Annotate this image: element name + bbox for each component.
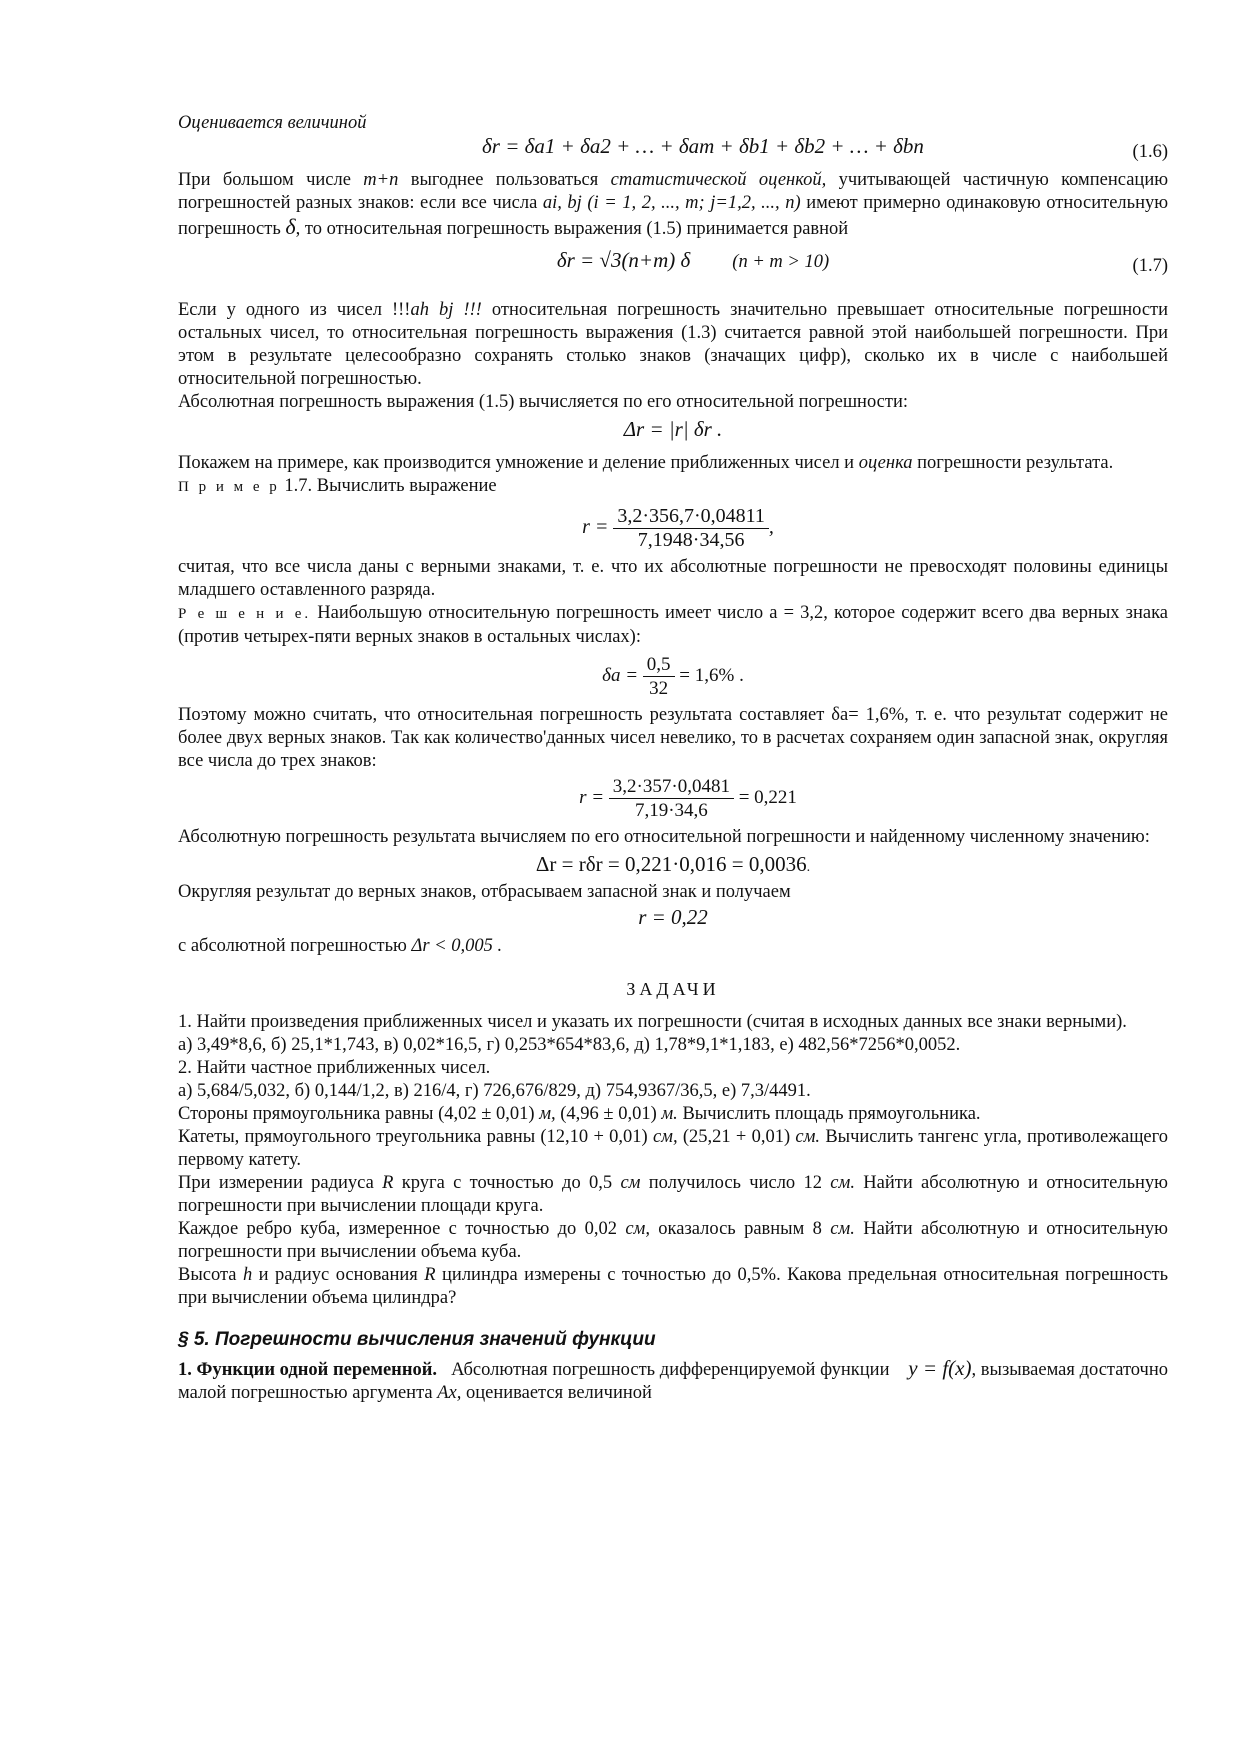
section-heading: § 5. Погрешности вычисления значений функции — [178, 1329, 656, 1350]
task-cube: Каждое ребро куба, измеренное с точностью до 0,02 см, оказалось равным 8 см. Найти абсолютную и относительную погрешности при вычислении объема куба. — [178, 1219, 1168, 1262]
paragraph-single-variable: 1. Функции одной переменной. Абсолютная погрешность дифференцируемой функции y = f(x), вызываемая достаточно малой погрешностью аргумента Ax, оценивается величиной — [178, 1356, 1169, 1403]
paragraph-assumption: считая, что все числа даны с верными знаками, т. е. что их абсолютные погрешности не превосходят половины единицы младшего оставленного разряда. — [178, 557, 1168, 600]
task-triangle: Катеты, прямоугольного треугольника равны (12,10 + 0,01) см, (25,21 + 0,01) см. Вычислить тангенс угла, противолежащего первому катету. — [178, 1127, 1169, 1170]
paragraph-rounding: Округляя результат до верных знаков, отбрасываем запасной знак и получаем — [178, 882, 791, 902]
equation-delta-r: Δr = rδr = 0,221·0,016 = 0,0036. — [535, 852, 811, 876]
intro-text: Оценивается величиной — [178, 113, 367, 133]
paragraph-statistical-estimate: При большом числе m+n выгоднее пользоваться статистической оценкой, учитывающей частичную компенсацию погрешностей разных знаков: если все числа ai, bj (i = 1, 2, ..., m; j=1,2, ..., n) имеют примерно одинаковую относительную погрешность δ, то относительная погрешность выражения (1.5) принимается равной — [178, 170, 1169, 239]
paragraph-example-intro: Покажем на примере, как производится умножение и деление приближенных чисел и оценка погрешности результата. — [178, 453, 1114, 473]
paragraph-largest-error: Если у одного из чисел !!!ah bj !!! относительная погрешность значительно превышает относительные погрешности остальных чисел, то относительная погрешность выражения (1.3) считается равной этой наибольшей погрешности. При этом в результате целесообразно сохранять столько знаков (значащих цифр), сколько их в числе с наибольшей относительной погрешностью. — [178, 300, 1169, 389]
task-1-items: а) 3,49*8,6, б) 25,1*1,743, в) 0,02*16,5, г) 0,253*654*83,6, д) 1,78*9,1*1,183, е) 482,56*7256*0,0052. — [178, 1035, 961, 1055]
equation-absolute: Δr = |r| δr . — [623, 417, 723, 441]
equation-1-7 — [178, 249, 1168, 283]
equation-r-fraction: r = $\frac{3,2\cdot 356,7\cdot 0,04811}{7,1948\cdot 34,56}$ , — [582, 505, 774, 551]
task-circle: При измерении радиуса R круга с точностью до 0,5 см получилось число 12 см. Найти абсолютную и относительную погрешности при вычислении площади круга. — [178, 1173, 1169, 1216]
equation-1-6-body: δr = δa1 + δa2 + … + δam + δb1 + δb2 + … + δbn — [482, 134, 924, 158]
equation-delta-a: δa = $\frac{0,5}{32}$ = 1,6% . — [602, 654, 744, 699]
task-rectangle: Стороны прямоугольника равны (4,02 ± 0,01) м, (4,96 ± 0,01) м. Вычислить площадь прямоугольника. — [178, 1104, 981, 1124]
equation-1-7-body: δr = √3(n+m) δ — [556, 248, 691, 272]
solution-paragraph: Р е ш е н и е. Наибольшую относительную погрешность имеет число а = 3,2, которое содержит всего два верных знака (против четырех-пяти верных знаков в остальных числах): — [178, 603, 1169, 647]
paragraph-absolute-error: Абсолютная погрешность выражения (1.5) вычисляется по его относительной погрешности: — [178, 392, 909, 412]
equation-1-7-condition: (n + m > 10) — [732, 252, 830, 272]
task-2-items: а) 5,684/5,032, б) 0,144/1,2, в) 216/4, г) 726,676/829, д) 754,9367/36,5, е) 7,3/4491. — [178, 1081, 811, 1101]
equation-r-final: r = 0,22 — [638, 905, 708, 929]
tasks-heading: ЗАДАЧИ — [626, 979, 720, 999]
task-2: 2. Найти частное приближенных чисел. — [178, 1058, 491, 1078]
paragraph-final-error: с абсолютной погрешностью Δr < 0,005 . — [178, 936, 503, 956]
equation-number: (1.7) — [1132, 256, 1168, 276]
paragraph-result-error: Поэтому можно считать, что относительная погрешность результата составляет δa= 1,6%, т. е. что результат содержит не более двух верных знаков. Так как количество'данных чисел невелико, то в расчетах сохраняем один запасной знак, округляя все числа до трех знаков: — [178, 705, 1168, 771]
equation-r-rounded: r = $\frac{3,2\cdot 357\cdot 0,0481}{7,19\cdot 34,6}$ = 0,221 — [579, 776, 797, 821]
document-page — [178, 112, 1168, 1405]
example-heading: П р и м е р 1.7. Вычислить выражение — [178, 476, 497, 496]
paragraph-absolute-result: Абсолютную погрешность результата вычисляем по его относительной погрешности и найденному численному значению: — [178, 827, 1150, 847]
task-cylinder: Высота h и радиус основания R цилиндра измерены с точностью до 0,5%. Какова предельная относительная погрешность при вычислении объема цилиндра? — [178, 1265, 1169, 1308]
task-1: 1. Найти произведения приближенных чисел и указать их погрешности (считая в исходных данных все знаки верными). — [178, 1012, 1127, 1032]
equation-1-6 — [178, 135, 1168, 169]
equation-number: (1.6) — [1132, 142, 1168, 162]
